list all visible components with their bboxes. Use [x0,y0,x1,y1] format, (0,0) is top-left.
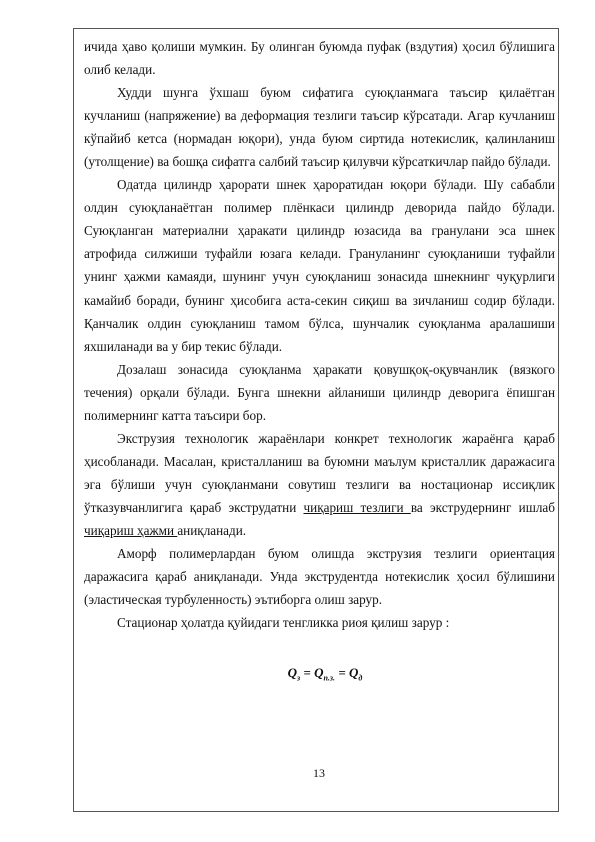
formula-subscript: з [297,673,301,683]
paragraph-text: Экструзия технологик жараёнлари конкрет технологик жараёнга қараб ҳисобланади. Масалан, кристалланиш ва буюмни маълум кристаллик даражасига эга бўлиши учун суюқланмани совутиш тезлиги ва ностационар иссиқлик ўтказувчанлигига қараб экструдатни [84,430,555,515]
underlined-term-output-speed: чиқариш тезлиги [303,499,411,515]
formula-symbol: Q [314,665,324,680]
paragraph-text: ва экструдернинг ишлаб [410,499,555,515]
paragraph: Дозалаш зонасида суюқланма ҳаракати қовушқоқ-оқувчанлик (вязкого течения) орқали бўлади. Бунга шнекни айланиши цилиндр деворига ёпишган полимернинг катта таъсири бор. [84,361,555,423]
paragraph: Стационар ҳолатда қуйидаги тенгликка риоя қилиш зарур : [117,615,450,631]
paragraph: Худди шунга ўхшаш буюм сифатига суюқланмага таъсир қилаётган кучланиш (напряжение) ва деформация тезлиги таъсир кўрсатади. Агар кучланиш кўпайиб кетса (нормадан юқори), унда буюм сиртида нотекислик, қалинланиш (утолщение) ва бошқа сифатга салбий таъсир қилувчи кўрсаткичлар пайдо бўлади. [84,85,555,170]
formula-equals: = [300,665,315,680]
paragraph-text: аниқланади. [177,522,247,538]
document-body [84,35,555,634]
formula-symbol: Q [348,665,359,680]
formula-equals: = [335,665,349,680]
page-number: 13 [313,766,325,780]
formula-symbol: Q [287,665,298,680]
equation [270,665,380,683]
underlined-term-output-volume: чиқариш ҳажми [84,522,178,538]
paragraph: Аморф полимерлардан буюм олишда экструзия тезлиги ориентация даражасига қараб аниқланади. Унда экструдентда нотекислик ҳосил бўлишини (эластическая турбуленность) эътиборга олиш зарур. [84,546,555,608]
paragraph-extrusion-speed [84,427,555,542]
formula-subscript: п.з. [323,673,336,683]
formula-subscript: д [358,673,363,683]
paragraph: Одатда цилиндр ҳарорати шнек ҳароратидан юқори бўлади. Шу сабабли олдин суюқланаётган полимер плёнкаси цилиндр деворида пайдо бўлади. Суюқланган материални ҳаракати цилиндр юзасида ва гранулани эса шнек атрофида силжиши туфайли юзага келади. Грануланинг суюқланиши туфайли унинг ҳажми камаяди, шунинг учун суюқланиш зонасида шнекнинг чуқурлиги камайиб боради, бунинг ҳисобига аста-секин сиқиш ва зичланиш содир бўлади. Қанчалик олдин суюқланиш тамом бўлса, шунчалик суюқланма аралашиши яхшиланади ва у бир текис бўлади. [84,177,555,354]
paragraph: ичида ҳаво қолиши мумкин. Бу олинган буюмда пуфак (вздутия) ҳосил бўлишига олиб келади. [84,39,555,78]
